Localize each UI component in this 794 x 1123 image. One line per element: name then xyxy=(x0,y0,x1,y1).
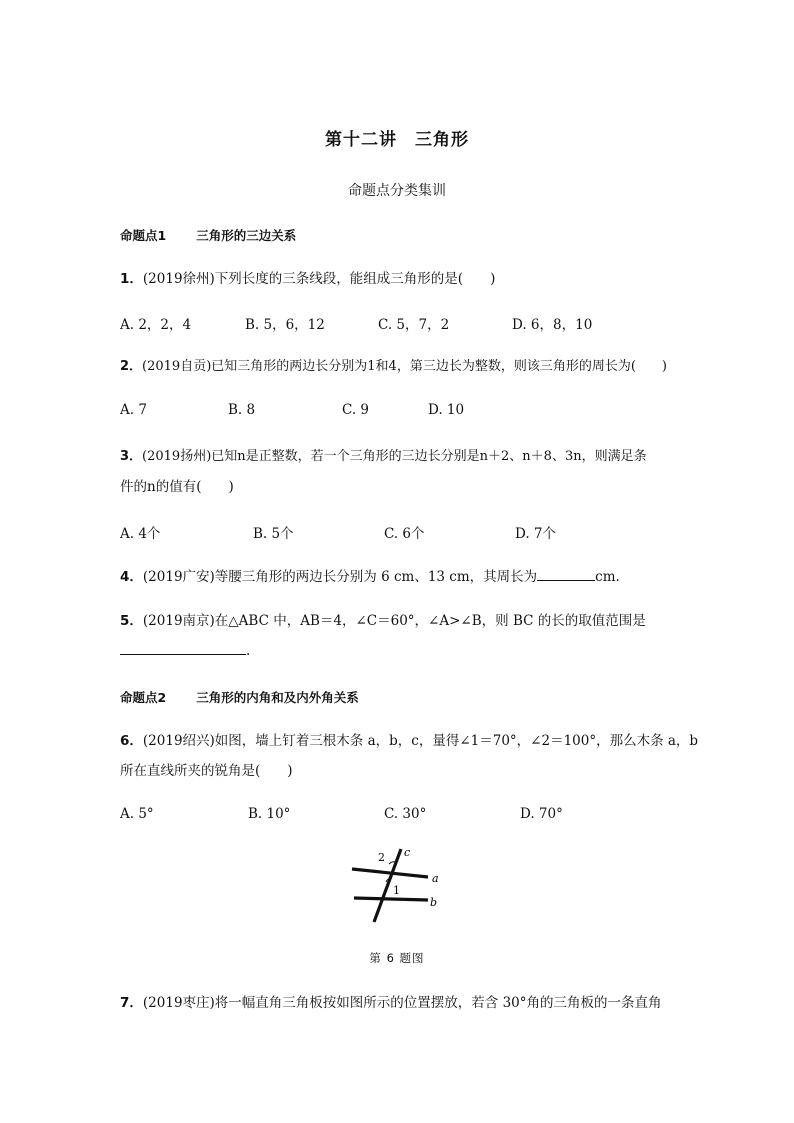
question-source: (2019徐州) xyxy=(142,271,215,287)
section-name: 三角形的三边关系 xyxy=(196,228,297,243)
question-7 xyxy=(120,992,662,1014)
question-text-line1: 如图，墙上钉着三根木条 a，b，c，量得∠1＝70°，∠2＝100°，那么木条 a，b xyxy=(214,733,699,749)
question-number: 5． xyxy=(120,613,143,629)
q3-option-d: D. 7个 xyxy=(515,526,557,542)
question-3-line2: 件的n的值有( ) xyxy=(120,479,234,495)
q6-option-b: B. 10° xyxy=(248,806,291,822)
question-source: (2019南京) xyxy=(142,613,215,629)
q1-option-a: A. 2，2，4 xyxy=(120,317,192,333)
line-b-label: b xyxy=(430,896,438,909)
end-punct: . xyxy=(246,643,251,659)
q2-option-d: D. 10 xyxy=(428,402,465,418)
answer-blank xyxy=(537,566,595,581)
q2-option-c: C. 9 xyxy=(342,402,370,418)
section-number: 命题点1 xyxy=(120,228,167,243)
question-6-line2: 所在直线所夹的锐角是( ) xyxy=(120,763,293,779)
q6-option-d: D. 70° xyxy=(520,806,563,822)
line-c-label: c xyxy=(404,846,411,859)
figure-6-diagram xyxy=(340,842,450,927)
question-6 xyxy=(120,730,698,752)
question-text-line1: 已知n是正整数，若一个三角形的三边长分别是n＋2、n＋8、3n，则满足条 xyxy=(211,449,647,464)
q1-option-b: B. 5，6，12 xyxy=(245,317,325,333)
question-number: 4． xyxy=(120,569,143,585)
question-1 xyxy=(120,268,495,290)
line-b xyxy=(354,898,428,900)
question-source: (2019枣庄) xyxy=(142,995,215,1011)
q3-option-b: B. 5个 xyxy=(253,526,294,542)
q6-option-c: C. 30° xyxy=(384,806,427,822)
section-heading-2 xyxy=(120,688,359,706)
question-number: 1． xyxy=(120,271,143,287)
question-text: 等腰三角形的两边长分别为 6 cm、13 cm，其周长为 xyxy=(214,569,538,585)
question-source: (2019自贡) xyxy=(142,359,212,374)
page-title: 第十二讲 三角形 xyxy=(325,130,469,150)
question-3 xyxy=(120,446,647,468)
q3-option-a: A. 4个 xyxy=(120,526,161,542)
question-5 xyxy=(120,610,646,632)
question-source: (2019扬州) xyxy=(142,449,212,464)
unit-text: cm. xyxy=(595,569,620,585)
figure-caption: 第 6 题图 xyxy=(369,951,425,965)
section-heading-1 xyxy=(120,226,296,244)
question-5-blank-line xyxy=(120,640,250,662)
angle-1-label: 1 xyxy=(393,884,400,897)
question-source: (2019广安) xyxy=(142,569,215,585)
question-number: 2． xyxy=(120,359,143,374)
question-4 xyxy=(120,566,620,588)
q6-option-a: A. 5° xyxy=(120,806,154,822)
page-subtitle: 命题点分类集训 xyxy=(348,183,446,199)
q2-option-a: A. 7 xyxy=(120,402,147,418)
question-source: (2019绍兴) xyxy=(142,733,215,749)
question-number: 6． xyxy=(120,733,143,749)
question-text: 在△ABC 中，AB＝4，∠C＝60°，∠A>∠B，则 BC 的长的取值范围是 xyxy=(214,613,646,629)
q1-option-d: D. 6，8，10 xyxy=(512,317,593,333)
section-name: 三角形的内角和及内外角关系 xyxy=(196,690,359,705)
question-2 xyxy=(120,356,667,378)
q3-option-c: C. 6个 xyxy=(384,526,425,542)
question-number: 7． xyxy=(120,995,143,1011)
q1-option-c: C. 5，7，2 xyxy=(378,317,450,333)
q2-option-b: B. 8 xyxy=(228,402,256,418)
answer-blank xyxy=(120,640,246,655)
angle-2-label: 2 xyxy=(378,851,385,864)
line-a-label: a xyxy=(432,872,439,885)
section-number: 命题点2 xyxy=(120,690,167,705)
question-text: 下列长度的三条线段，能组成三角形的是( ) xyxy=(214,271,496,287)
question-text: 将一幅直角三角板按如图所示的位置摆放，若含 30°角的三角板的一条直角 xyxy=(214,995,662,1011)
question-number: 3． xyxy=(120,449,143,464)
question-text: 已知三角形的两边长分别为1和4，第三边长为整数，则该三角形的周长为( ) xyxy=(211,359,667,374)
